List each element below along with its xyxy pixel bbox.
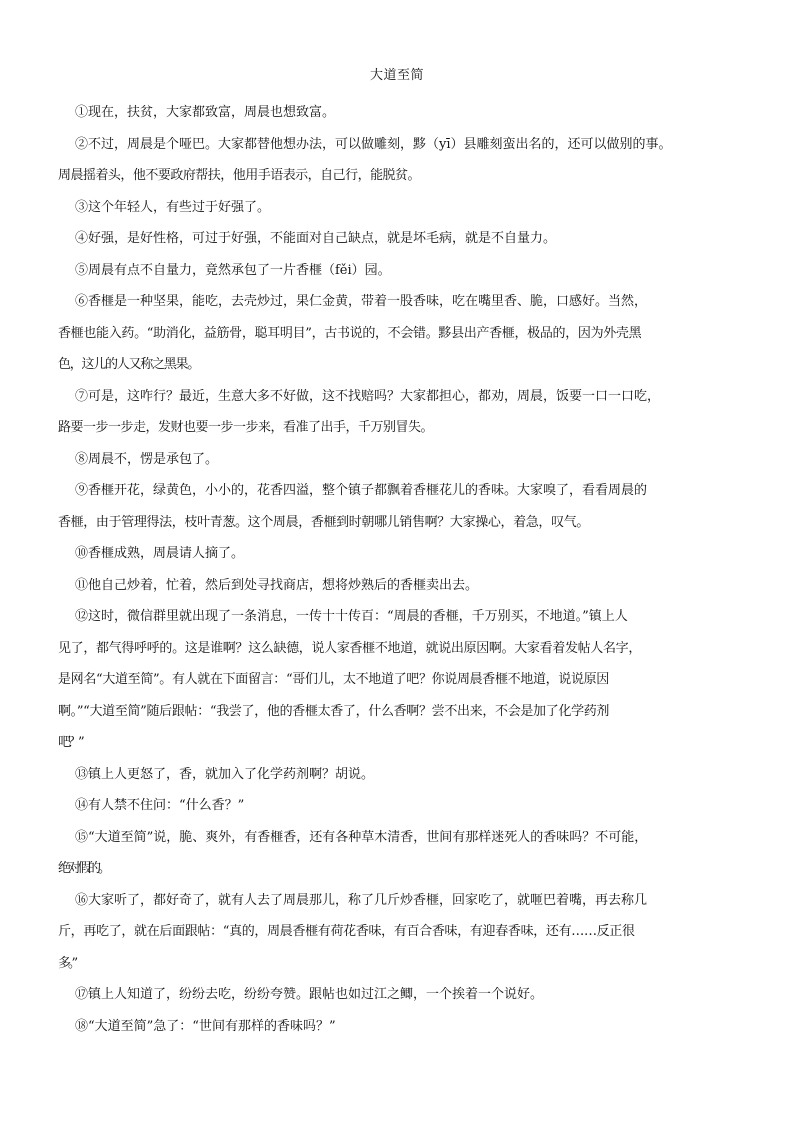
paragraph [73, 192, 723, 224]
paragraph [58, 286, 723, 381]
paragraph [73, 444, 723, 476]
document-body [58, 97, 723, 1042]
paragraph-line: ②不过，周晨是个哑巴。大家都替他想办法，可以做雕刻，黟（yī）县雕刻蛮出名的，还可以做别的事。 [75, 136, 672, 152]
document-title: 大道至简 [369, 68, 424, 83]
paragraph [58, 475, 723, 538]
paragraph-line: ⑦可是，这咋行？最近，生意大多不好做，这不找赔吗？大家都担心，都劝，周晨，饭要一口一口吃， [75, 388, 661, 404]
paragraph [73, 790, 723, 822]
paragraph-line: ⑫这时，微信群里就出现了一条消息，一传十十传百：“周晨的香榧，千万别买，不地道。”镇上人 [75, 609, 628, 624]
paragraph-line: ⑱“大道至简”急了：“世间有那样的香味吗？” [75, 1018, 336, 1034]
paragraph-line: ⑧周晨不，愣是承包了。 [75, 451, 219, 467]
paragraph-line: ⑮“大道至简”说，脆、爽外，有香榧香，还有各种草木清香，世间有那样迷死人的香味吗？不可能， [75, 829, 648, 845]
paragraph-line: ⑬镇上人更怒了，香，就加入了化学药剂啊？胡说。 [75, 766, 375, 782]
paragraph-line: 是网名“大道至简”。有人就在下面留言：“哥们儿，太不地道了吧？你说周晨香榧不地道，说说原因 [58, 672, 609, 687]
paragraph-line: ⑯大家听了，都好奇了，就有人去了周晨那儿，称了几斤炒香榧，回家吃了，就咂巴着嘴，再去称几 [75, 892, 648, 908]
paragraph [58, 885, 723, 980]
paragraph-line: ⑰镇上人知道了，纷纷去吃，纷纷夸赞。跟帖也如过江之鲫，一个挨着一个说好。 [75, 987, 544, 1002]
paragraph-line: 香榧也能入药。“助消化，益筋骨，聪耳明目”，古书说的，不会错。黟县出产香榧，极品的，因为外壳黑 [58, 325, 642, 341]
paragraph [73, 255, 723, 287]
paragraph [73, 223, 723, 255]
paragraph [58, 601, 723, 759]
paragraph [58, 381, 723, 444]
paragraph-line: ④好强，是好性格，可过于好强，不能面对自己缺点，就是坏毛病，就是不自量力。 [75, 231, 557, 246]
paragraph [58, 822, 723, 885]
paragraph-line: ⑨香榧开花，绿黄色，小小的，花香四溢，整个镇子都飘着香榧花儿的香味。大家嗅了，看看周晨的 [75, 483, 648, 498]
paragraph-line: 见了，都气得呼呼的。这是谁啊？这么缺德，说人家香榧不地道，就说出原因啊。大家看着发帖人名字， [58, 640, 642, 656]
paragraph [73, 979, 723, 1011]
paragraph [58, 129, 723, 192]
paragraph-line: 香榧，由于管理得法，枝叶青葱。这个周晨，香榧到时朝哪儿销售啊？大家操心，着急，叹气。 [58, 514, 590, 530]
paragraph-line: ⑤周晨有点不自量力，竟然承包了一片香榧（fěi）园。 [75, 262, 391, 278]
paragraph-line: ③这个年轻人，有些过于好强了。 [75, 199, 271, 215]
paragraph-line: ⑩香榧成熟，周晨请人摘了。 [75, 546, 245, 561]
paragraph-line: 多。” [58, 955, 76, 971]
paragraph [73, 759, 723, 791]
paragraph-line: 绝对假的。 [58, 861, 109, 876]
paragraph [73, 1011, 723, 1043]
paragraph-line: 啊。”“大道至简”随后跟帖：“我尝了，他的香榧太香了，什么香啊？尝不出来，不会是加了化学药剂 [58, 703, 610, 719]
paragraph [73, 538, 723, 570]
paragraph-line: 斤，再吃了，就在后面跟帖：“真的，周晨香榧有荷花香味，有百合香味，有迎春香味，还有……反正很 [58, 924, 635, 939]
paragraph-line: 周晨摇着头，他不要政府帮扶，他用手语表示，自己行，能脱贫。 [58, 168, 421, 183]
paragraph-line: ⑭有人禁不住问：“什么香？” [75, 798, 245, 813]
paragraph-line: ⑪他自己炒着，忙着，然后到处寻找商店，想将炒熟后的香榧卖出去。 [75, 577, 479, 593]
paragraph-line: 色，这儿的人又称之黑果。 [58, 357, 200, 372]
paragraph-line: 吧？” [58, 735, 82, 750]
paragraph [73, 570, 723, 602]
paragraph-line: ①现在，扶贫，大家都致富，周晨也想致富。 [75, 105, 336, 120]
paragraph-line: 路要一步一步走，发财也要一步一步来，看准了出手，千万别冒失。 [58, 420, 434, 435]
paragraph [73, 97, 723, 129]
paragraph-line: ⑥香榧是一种坚果，能吃，去壳炒过，果仁金黄，带着一股香味，吃在嘴里香、脆，口感好。当然， [75, 294, 648, 309]
